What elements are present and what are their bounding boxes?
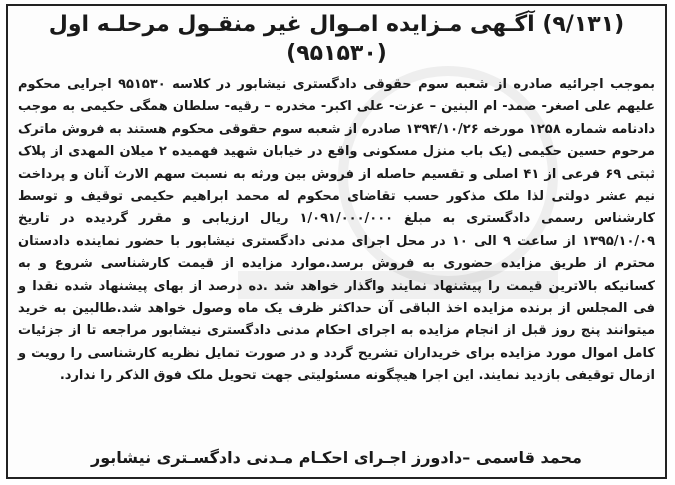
auction-notice [6,4,667,479]
notice-title: (۹/۱۳۱) آگـهی مـزایده امـوال غیر منقـول مرحلـه اول [48,12,625,37]
case-number: (۹۵۱۵۳۰) [286,41,387,66]
notice-body: بموجب اجرائیه صادره از شعبه سوم حقوقی دادگستری نیشابور در کلاسه ۹۵۱۵۳۰ اجرایی محکوم علیهم علی اصغر- صمد- ام البنین – عزت- علی اکبر- مخدره – رقیه- سلطان همگی حکیمی به موجب دادنامه شماره ۱۲۵۸ مورخه ۱۳۹۴/۱۰/۲۶ صادره از شعبه سوم حقوقی محکوم هستند به فروش ماترک مرحوم حسین حکیمی (یک باب منزل مسکونی واقع در خیابان شهید فهمیده ۲ میلان المهدی از پلاک ثبتی ۶۹ فرعی از ۴۱ اصلی و تقسیم حاصله از فروش بین ورثه به نسبت سهم الارث آنان و پرداخت نیم عشر دولتی لذا ملک مذکور حسب تقاضای محکوم له محمد ابراهیم حکیمی توقیف و توسط کارشناس رسمی دادگستری به مبلغ ۱/۰۹۱/۰۰۰/۰۰۰ ریال ارزیابی و مقرر گردیده در تاریخ ۱۳۹۵/۱۰/۰۹ از ساعت ۹ الی ۱۰ در محل اجرای مدنی دادگستری نیشابور با حضور نماینده دادستان محترم از طریق مزایده حضوری به فروش برسد.موارد مزایده از قیمت کارشناسی شروع و به کسانیکه بالاترین قیمت را پیشنهاد نمایند واگذار خواهد شد .ده درصد از بهای پیشنهاد شده نقدا و فی المجلس از برنده مزایده اخذ الباقی آن حداکثر ظرف یک ماه وصول خواهد شد.طالبین به خرید میتوانند پنج روز قبل از انجام مزایده به اجرای احکام مدنی دادگستری نیشابور مراجعه تا از جزئیات کامل اموال مورد مزایده برای خریداران تشریح گردد و در صورت تمایل نظریه کارشناسی را رویت و ازمال توقیفی بازدید نمایند. این اجرا هیچگونه مسئولیتی جهت تحویل ملک فوق الذکر را ندارد. [18,77,656,384]
signature-line: محمد قاسمی –دادورز اجـرای احکـام مـدنی دادگسـتری نیشابور [91,448,582,467]
